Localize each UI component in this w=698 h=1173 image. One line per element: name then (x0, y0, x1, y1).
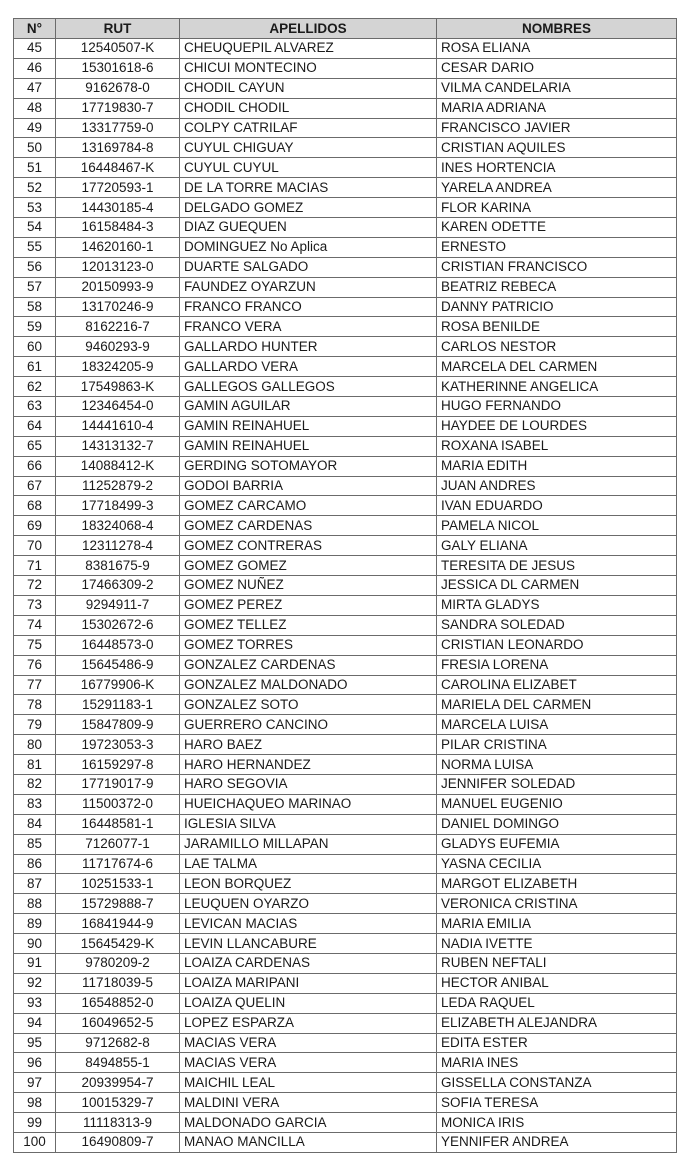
cell-apellidos: GOMEZ CARDENAS (180, 516, 437, 536)
cell-number: 51 (14, 158, 56, 178)
cell-number: 77 (14, 675, 56, 695)
cell-nombres: FRESIA LORENA (437, 655, 677, 675)
cell-nombres: KATHERINNE ANGELICA (437, 377, 677, 397)
cell-rut: 15302672-6 (56, 615, 180, 635)
header-apellidos: APELLIDOS (180, 19, 437, 39)
cell-number: 96 (14, 1053, 56, 1073)
table-row (14, 934, 677, 954)
cell-number: 72 (14, 576, 56, 596)
table-row (14, 973, 677, 993)
table-row (14, 755, 677, 775)
cell-nombres: FLOR KARINA (437, 198, 677, 218)
header-number: N° (14, 19, 56, 39)
cell-rut: 7126077-1 (56, 834, 180, 854)
cell-nombres: CAROLINA ELIZABET (437, 675, 677, 695)
roster-table (13, 18, 677, 1153)
table-row (14, 914, 677, 934)
cell-nombres: MARIELA DEL CARMEN (437, 695, 677, 715)
cell-nombres: INES HORTENCIA (437, 158, 677, 178)
cell-number: 70 (14, 536, 56, 556)
cell-rut: 15645486-9 (56, 655, 180, 675)
cell-rut: 18324205-9 (56, 357, 180, 377)
cell-rut: 8162216-7 (56, 317, 180, 337)
cell-apellidos: JARAMILLO MILLAPAN (180, 834, 437, 854)
cell-rut: 18324068-4 (56, 516, 180, 536)
cell-rut: 16448573-0 (56, 635, 180, 655)
cell-rut: 12540507-K (56, 39, 180, 59)
cell-nombres: MARIA EMILIA (437, 914, 677, 934)
cell-rut: 20939954-7 (56, 1073, 180, 1093)
cell-number: 92 (14, 973, 56, 993)
table-row (14, 237, 677, 257)
cell-nombres: MONICA IRIS (437, 1113, 677, 1133)
cell-rut: 9162678-0 (56, 78, 180, 98)
cell-apellidos: DOMINGUEZ No Aplica (180, 237, 437, 257)
cell-nombres: CRISTIAN LEONARDO (437, 635, 677, 655)
table-row (14, 635, 677, 655)
cell-apellidos: DUARTE SALGADO (180, 257, 437, 277)
cell-nombres: TERESITA DE JESUS (437, 556, 677, 576)
cell-rut: 15847809-9 (56, 715, 180, 735)
cell-number: 80 (14, 735, 56, 755)
cell-nombres: YENNIFER ANDREA (437, 1132, 677, 1152)
cell-rut: 15301618-6 (56, 58, 180, 78)
cell-apellidos: HUEICHAQUEO MARINAO (180, 794, 437, 814)
table-row (14, 834, 677, 854)
cell-apellidos: CUYUL CUYUL (180, 158, 437, 178)
cell-number: 68 (14, 496, 56, 516)
cell-number: 58 (14, 297, 56, 317)
cell-apellidos: LEON BORQUEZ (180, 874, 437, 894)
cell-apellidos: GOMEZ GOMEZ (180, 556, 437, 576)
table-row (14, 138, 677, 158)
cell-number: 50 (14, 138, 56, 158)
header-nombres: NOMBRES (437, 19, 677, 39)
cell-nombres: MARCELA LUISA (437, 715, 677, 735)
cell-rut: 20150993-9 (56, 277, 180, 297)
cell-rut: 12311278-4 (56, 536, 180, 556)
cell-nombres: JUAN ANDRES (437, 476, 677, 496)
cell-nombres: CARLOS NESTOR (437, 337, 677, 357)
cell-number: 76 (14, 655, 56, 675)
table-row (14, 794, 677, 814)
cell-apellidos: GERDING SOTOMAYOR (180, 456, 437, 476)
table-row (14, 357, 677, 377)
table-row (14, 536, 677, 556)
cell-rut: 14620160-1 (56, 237, 180, 257)
cell-apellidos: CHODIL CAYUN (180, 78, 437, 98)
cell-rut: 15729888-7 (56, 894, 180, 914)
cell-number: 63 (14, 397, 56, 417)
cell-number: 74 (14, 615, 56, 635)
cell-rut: 10015329-7 (56, 1093, 180, 1113)
cell-number: 71 (14, 556, 56, 576)
cell-rut: 9780209-2 (56, 953, 180, 973)
cell-nombres: SOFIA TERESA (437, 1093, 677, 1113)
table-row (14, 894, 677, 914)
cell-rut: 16159297-8 (56, 755, 180, 775)
header-rut: RUT (56, 19, 180, 39)
table-row (14, 496, 677, 516)
table-row (14, 556, 677, 576)
cell-nombres: CESAR DARIO (437, 58, 677, 78)
cell-rut: 19723053-3 (56, 735, 180, 755)
cell-rut: 11118313-9 (56, 1113, 180, 1133)
cell-apellidos: CUYUL CHIGUAY (180, 138, 437, 158)
cell-number: 48 (14, 98, 56, 118)
cell-nombres: BEATRIZ REBECA (437, 277, 677, 297)
cell-number: 90 (14, 934, 56, 954)
cell-apellidos: MACIAS VERA (180, 1033, 437, 1053)
cell-number: 54 (14, 218, 56, 238)
cell-apellidos: MACIAS VERA (180, 1053, 437, 1073)
table-row (14, 397, 677, 417)
cell-nombres: ELIZABETH ALEJANDRA (437, 1013, 677, 1033)
cell-nombres: MIRTA GLADYS (437, 595, 677, 615)
cell-apellidos: DE LA TORRE MACIAS (180, 178, 437, 198)
cell-rut: 16049652-5 (56, 1013, 180, 1033)
cell-number: 61 (14, 357, 56, 377)
table-row (14, 1053, 677, 1073)
cell-apellidos: MANAO MANCILLA (180, 1132, 437, 1152)
cell-number: 93 (14, 993, 56, 1013)
cell-nombres: VILMA CANDELARIA (437, 78, 677, 98)
cell-rut: 17719830-7 (56, 98, 180, 118)
table-row (14, 814, 677, 834)
cell-apellidos: GOMEZ CONTRERAS (180, 536, 437, 556)
cell-number: 52 (14, 178, 56, 198)
cell-nombres: JESSICA DL CARMEN (437, 576, 677, 596)
cell-apellidos: GALLARDO HUNTER (180, 337, 437, 357)
cell-rut: 17466309-2 (56, 576, 180, 596)
cell-nombres: YASNA CECILIA (437, 854, 677, 874)
cell-nombres: VERONICA CRISTINA (437, 894, 677, 914)
cell-rut: 8381675-9 (56, 556, 180, 576)
cell-nombres: ROSA BENILDE (437, 317, 677, 337)
cell-nombres: MARCELA DEL CARMEN (437, 357, 677, 377)
table-row (14, 198, 677, 218)
cell-rut: 13317759-0 (56, 118, 180, 138)
cell-number: 97 (14, 1073, 56, 1093)
cell-number: 86 (14, 854, 56, 874)
cell-rut: 10251533-1 (56, 874, 180, 894)
cell-nombres: PAMELA NICOL (437, 516, 677, 536)
cell-nombres: ROSA ELIANA (437, 39, 677, 59)
table-row (14, 874, 677, 894)
cell-number: 57 (14, 277, 56, 297)
cell-rut: 9460293-9 (56, 337, 180, 357)
table-row (14, 436, 677, 456)
cell-number: 49 (14, 118, 56, 138)
table-row (14, 416, 677, 436)
cell-nombres: EDITA ESTER (437, 1033, 677, 1053)
cell-apellidos: LEUQUEN OYARZO (180, 894, 437, 914)
cell-nombres: MARIA INES (437, 1053, 677, 1073)
cell-nombres: CRISTIAN FRANCISCO (437, 257, 677, 277)
cell-nombres: GLADYS EUFEMIA (437, 834, 677, 854)
cell-number: 87 (14, 874, 56, 894)
table-row (14, 675, 677, 695)
cell-number: 82 (14, 774, 56, 794)
header-row (14, 19, 677, 39)
cell-apellidos: GAMIN REINAHUEL (180, 436, 437, 456)
cell-number: 79 (14, 715, 56, 735)
cell-apellidos: GAMIN REINAHUEL (180, 416, 437, 436)
table-row (14, 178, 677, 198)
cell-number: 67 (14, 476, 56, 496)
cell-nombres: DANIEL DOMINGO (437, 814, 677, 834)
cell-apellidos: FAUNDEZ OYARZUN (180, 277, 437, 297)
cell-apellidos: LOAIZA CARDENAS (180, 953, 437, 973)
cell-number: 81 (14, 755, 56, 775)
cell-rut: 16448467-K (56, 158, 180, 178)
cell-number: 47 (14, 78, 56, 98)
cell-number: 46 (14, 58, 56, 78)
table-row (14, 615, 677, 635)
cell-number: 85 (14, 834, 56, 854)
cell-number: 95 (14, 1033, 56, 1053)
table-row (14, 1073, 677, 1093)
table-row (14, 297, 677, 317)
cell-nombres: PILAR CRISTINA (437, 735, 677, 755)
cell-rut: 17719017-9 (56, 774, 180, 794)
cell-apellidos: HARO HERNANDEZ (180, 755, 437, 775)
cell-number: 64 (14, 416, 56, 436)
cell-number: 88 (14, 894, 56, 914)
table-row (14, 854, 677, 874)
table-row (14, 476, 677, 496)
cell-rut: 9294911-7 (56, 595, 180, 615)
cell-apellidos: LOAIZA QUELIN (180, 993, 437, 1013)
cell-apellidos: GAMIN AGUILAR (180, 397, 437, 417)
cell-apellidos: FRANCO FRANCO (180, 297, 437, 317)
cell-rut: 14441610-4 (56, 416, 180, 436)
cell-nombres: ROXANA ISABEL (437, 436, 677, 456)
cell-rut: 17549863-K (56, 377, 180, 397)
cell-number: 99 (14, 1113, 56, 1133)
cell-apellidos: FRANCO VERA (180, 317, 437, 337)
table-row (14, 774, 677, 794)
cell-number: 84 (14, 814, 56, 834)
cell-rut: 14313132-7 (56, 436, 180, 456)
table-row (14, 39, 677, 59)
cell-apellidos: LOPEZ ESPARZA (180, 1013, 437, 1033)
cell-nombres: FRANCISCO JAVIER (437, 118, 677, 138)
table-row (14, 655, 677, 675)
cell-rut: 11717674-6 (56, 854, 180, 874)
table-row (14, 218, 677, 238)
table-row (14, 158, 677, 178)
cell-rut: 16158484-3 (56, 218, 180, 238)
cell-apellidos: MALDONADO GARCIA (180, 1113, 437, 1133)
table-row (14, 98, 677, 118)
cell-rut: 14430185-4 (56, 198, 180, 218)
cell-nombres: MANUEL EUGENIO (437, 794, 677, 814)
table-row (14, 1132, 677, 1152)
cell-apellidos: COLPY CATRILAF (180, 118, 437, 138)
cell-apellidos: GODOI BARRIA (180, 476, 437, 496)
cell-rut: 16841944-9 (56, 914, 180, 934)
cell-number: 55 (14, 237, 56, 257)
table-row (14, 377, 677, 397)
cell-nombres: IVAN EDUARDO (437, 496, 677, 516)
cell-number: 53 (14, 198, 56, 218)
cell-nombres: NADIA IVETTE (437, 934, 677, 954)
cell-apellidos: CHICUI MONTECINO (180, 58, 437, 78)
cell-apellidos: GONZALEZ MALDONADO (180, 675, 437, 695)
cell-rut: 17718499-3 (56, 496, 180, 516)
cell-number: 94 (14, 1013, 56, 1033)
cell-nombres: NORMA LUISA (437, 755, 677, 775)
cell-rut: 12346454-0 (56, 397, 180, 417)
table-row (14, 735, 677, 755)
cell-nombres: DANNY PATRICIO (437, 297, 677, 317)
cell-nombres: HAYDEE DE LOURDES (437, 416, 677, 436)
cell-apellidos: HARO SEGOVIA (180, 774, 437, 794)
cell-number: 91 (14, 953, 56, 973)
table-row (14, 456, 677, 476)
cell-number: 66 (14, 456, 56, 476)
cell-rut: 11500372-0 (56, 794, 180, 814)
cell-number: 73 (14, 595, 56, 615)
table-row (14, 58, 677, 78)
cell-nombres: GALY ELIANA (437, 536, 677, 556)
cell-apellidos: GONZALEZ SOTO (180, 695, 437, 715)
cell-rut: 16548852-0 (56, 993, 180, 1013)
cell-apellidos: GOMEZ TELLEZ (180, 615, 437, 635)
cell-rut: 15291183-1 (56, 695, 180, 715)
cell-number: 62 (14, 377, 56, 397)
cell-rut: 13169784-8 (56, 138, 180, 158)
cell-rut: 15645429-K (56, 934, 180, 954)
cell-number: 45 (14, 39, 56, 59)
cell-nombres: GISSELLA CONSTANZA (437, 1073, 677, 1093)
table-row (14, 695, 677, 715)
cell-number: 59 (14, 317, 56, 337)
cell-nombres: MARGOT ELIZABETH (437, 874, 677, 894)
cell-rut: 11252879-2 (56, 476, 180, 496)
cell-apellidos: GOMEZ TORRES (180, 635, 437, 655)
table-row (14, 257, 677, 277)
table-row (14, 576, 677, 596)
cell-apellidos: GOMEZ PEREZ (180, 595, 437, 615)
cell-nombres: MARIA EDITH (437, 456, 677, 476)
cell-apellidos: LOAIZA MARIPANI (180, 973, 437, 993)
cell-apellidos: MAICHIL LEAL (180, 1073, 437, 1093)
cell-nombres: LEDA RAQUEL (437, 993, 677, 1013)
table-row (14, 1033, 677, 1053)
cell-number: 65 (14, 436, 56, 456)
cell-nombres: HUGO FERNANDO (437, 397, 677, 417)
table-row (14, 78, 677, 98)
cell-rut: 8494855-1 (56, 1053, 180, 1073)
cell-rut: 16490809-7 (56, 1132, 180, 1152)
table-row (14, 317, 677, 337)
cell-apellidos: CHODIL CHODIL (180, 98, 437, 118)
cell-rut: 14088412-K (56, 456, 180, 476)
cell-rut: 17720593-1 (56, 178, 180, 198)
table-row (14, 953, 677, 973)
cell-rut: 16779906-K (56, 675, 180, 695)
cell-apellidos: LEVICAN MACIAS (180, 914, 437, 934)
cell-nombres: MARIA ADRIANA (437, 98, 677, 118)
cell-number: 69 (14, 516, 56, 536)
cell-apellidos: GALLEGOS GALLEGOS (180, 377, 437, 397)
cell-apellidos: GALLARDO VERA (180, 357, 437, 377)
cell-rut: 13170246-9 (56, 297, 180, 317)
cell-apellidos: LEVIN LLANCABURE (180, 934, 437, 954)
cell-nombres: SANDRA SOLEDAD (437, 615, 677, 635)
cell-number: 83 (14, 794, 56, 814)
cell-apellidos: GUERRERO CANCINO (180, 715, 437, 735)
cell-number: 75 (14, 635, 56, 655)
table-row (14, 1113, 677, 1133)
cell-apellidos: DIAZ GUEQUEN (180, 218, 437, 238)
table-row (14, 337, 677, 357)
cell-nombres: KAREN ODETTE (437, 218, 677, 238)
table-row (14, 715, 677, 735)
cell-number: 89 (14, 914, 56, 934)
cell-nombres: CRISTIAN AQUILES (437, 138, 677, 158)
table-row (14, 516, 677, 536)
cell-number: 78 (14, 695, 56, 715)
cell-apellidos: DELGADO GOMEZ (180, 198, 437, 218)
cell-nombres: RUBEN NEFTALI (437, 953, 677, 973)
table-row (14, 993, 677, 1013)
cell-number: 56 (14, 257, 56, 277)
cell-nombres: YARELA ANDREA (437, 178, 677, 198)
table-row (14, 277, 677, 297)
cell-apellidos: MALDINI VERA (180, 1093, 437, 1113)
cell-apellidos: HARO BAEZ (180, 735, 437, 755)
cell-rut: 16448581-1 (56, 814, 180, 834)
table-row (14, 1013, 677, 1033)
cell-apellidos: GOMEZ CARCAMO (180, 496, 437, 516)
cell-apellidos: IGLESIA SILVA (180, 814, 437, 834)
cell-apellidos: LAE TALMA (180, 854, 437, 874)
table-row (14, 1093, 677, 1113)
cell-rut: 11718039-5 (56, 973, 180, 993)
table-row (14, 118, 677, 138)
cell-nombres: JENNIFER SOLEDAD (437, 774, 677, 794)
cell-number: 60 (14, 337, 56, 357)
cell-apellidos: CHEUQUEPIL ALVAREZ (180, 39, 437, 59)
cell-apellidos: GOMEZ NUÑEZ (180, 576, 437, 596)
cell-number: 100 (14, 1132, 56, 1152)
table-row (14, 595, 677, 615)
cell-nombres: ERNESTO (437, 237, 677, 257)
cell-rut: 9712682-8 (56, 1033, 180, 1053)
cell-nombres: HECTOR ANIBAL (437, 973, 677, 993)
cell-apellidos: GONZALEZ CARDENAS (180, 655, 437, 675)
cell-rut: 12013123-0 (56, 257, 180, 277)
cell-number: 98 (14, 1093, 56, 1113)
